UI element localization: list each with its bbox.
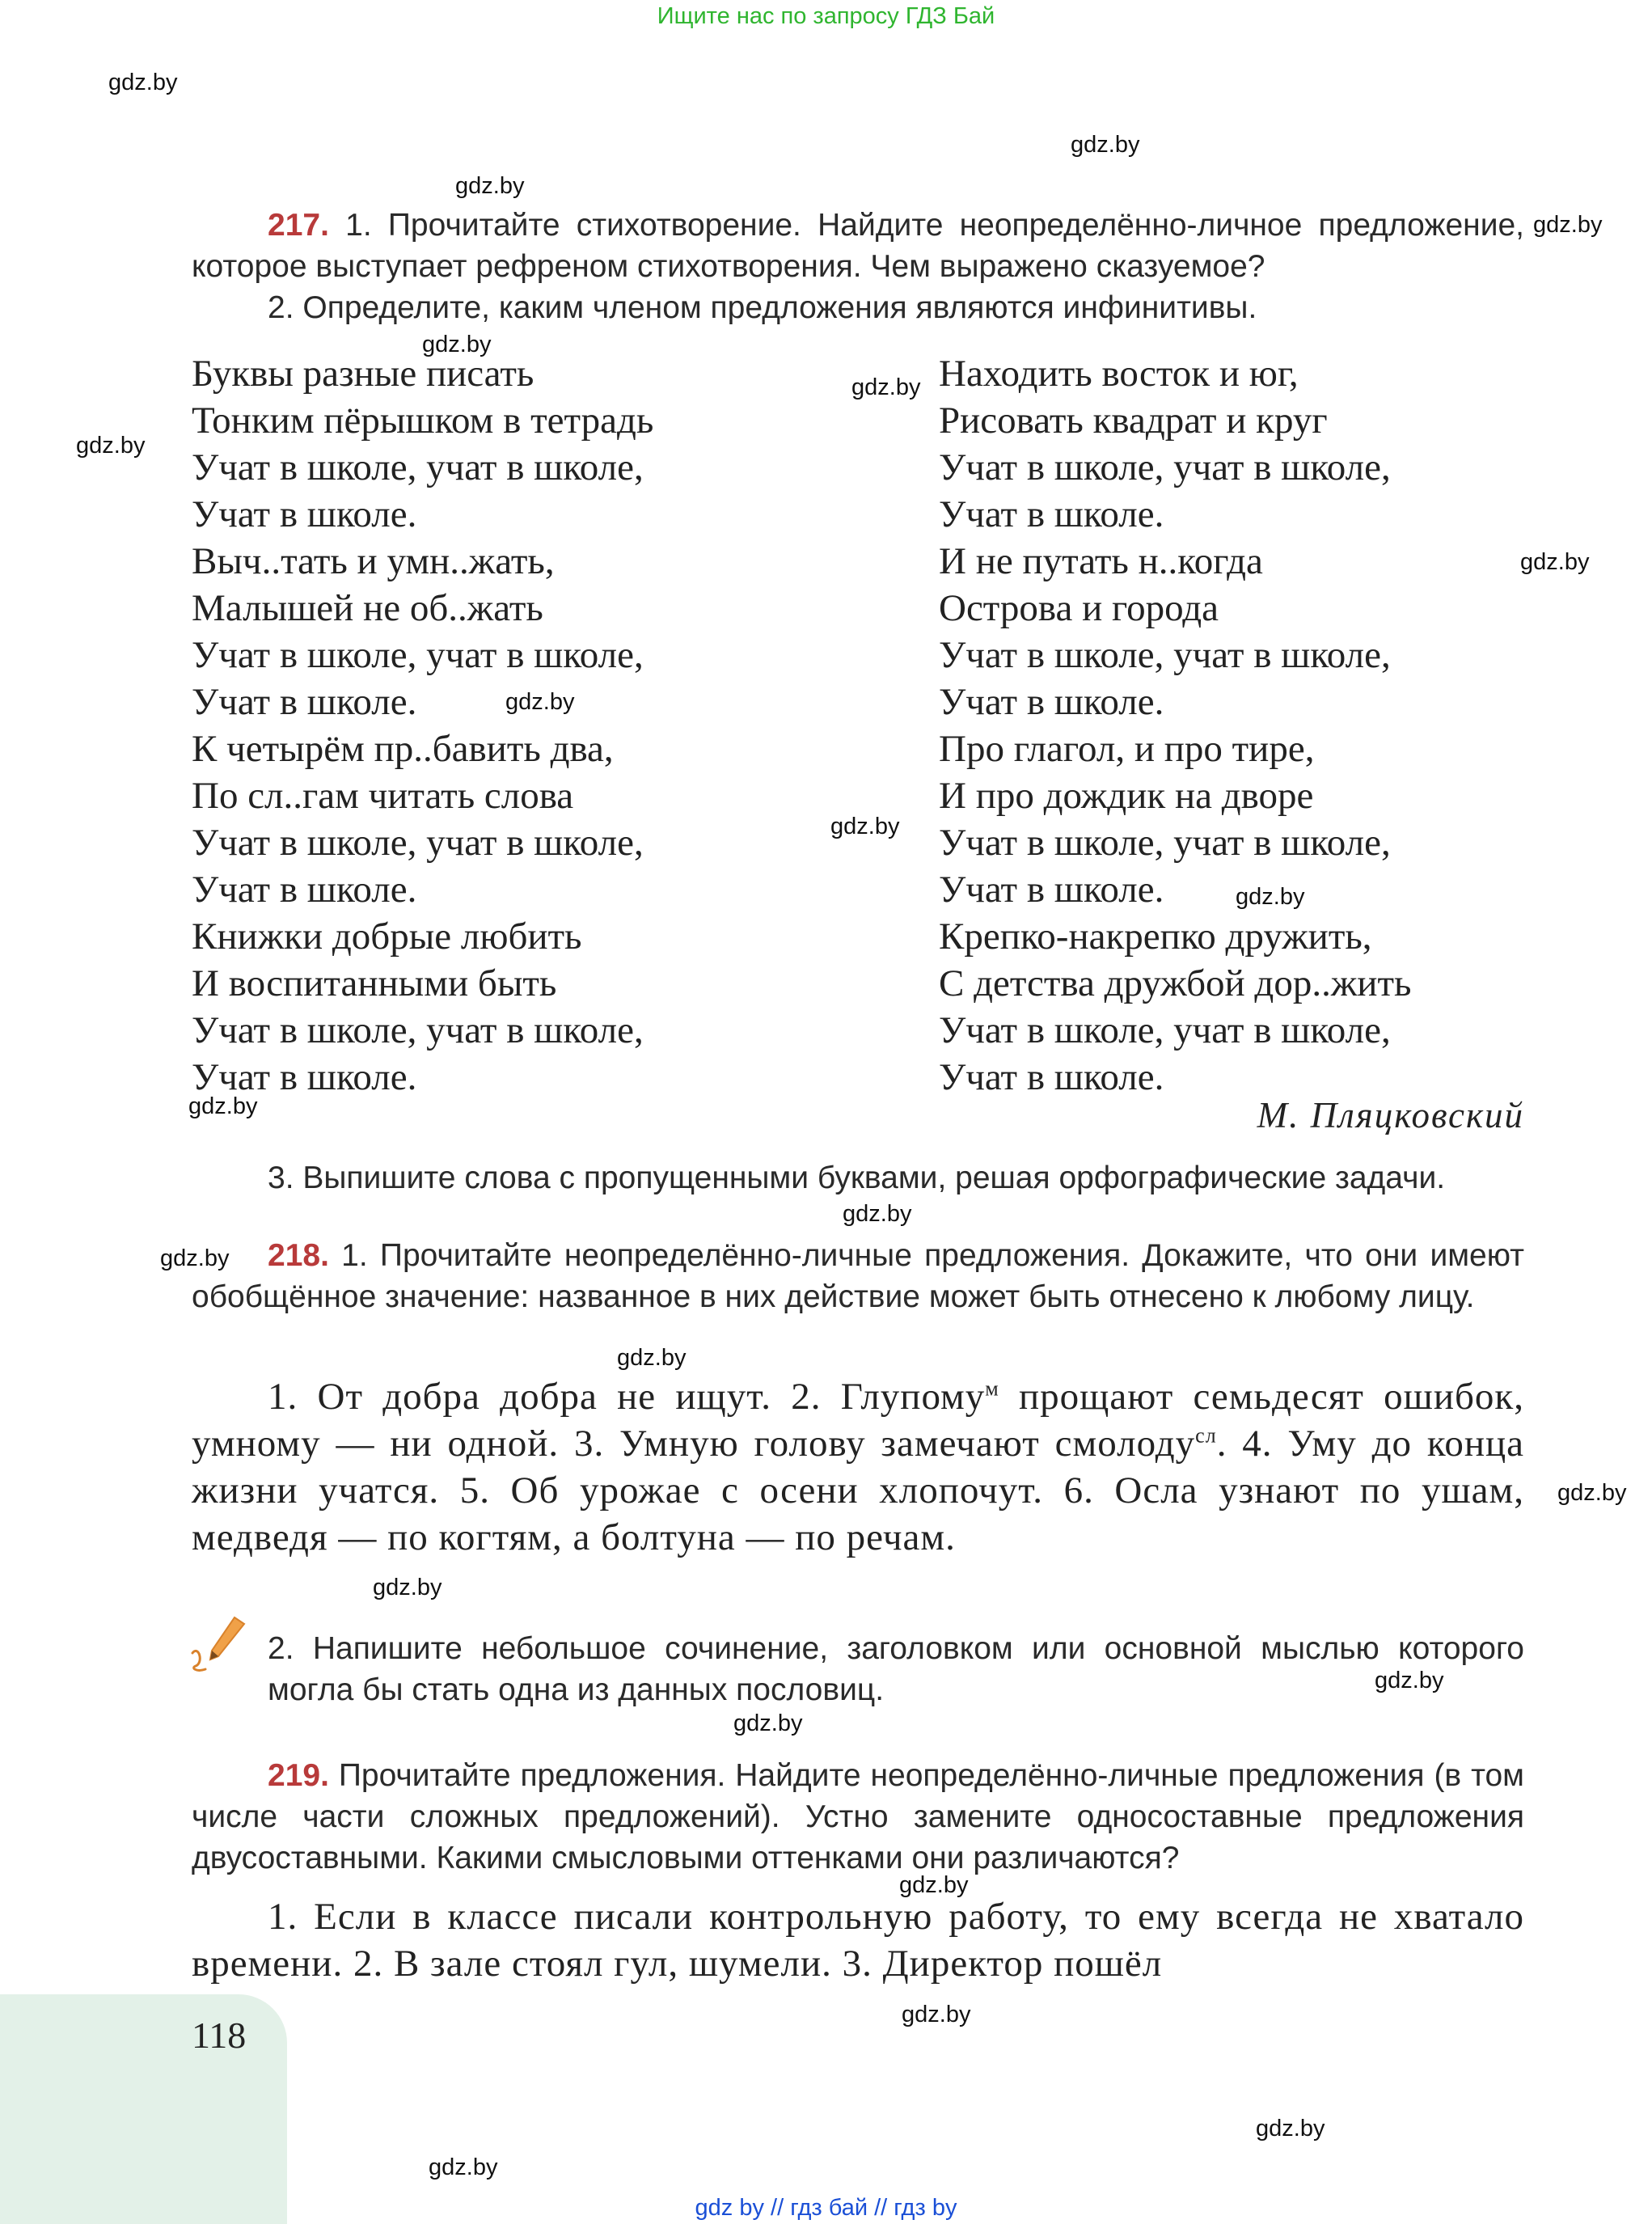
poem-line: Крепко-накрепко дружить, [939,915,1372,958]
poem-line: Буквы разные писать [192,353,534,395]
sentence-text: 1. Если в классе писали контрольную работу, то ему всегда не хватало времени. 2. В зале стоял гул, шумели. 3. Директор пошёл [192,1896,1524,1985]
proverb-text: прощают семьдесят ошибок, умному — ни одной. 3. Умную голову замечают смолоду [192,1376,1525,1465]
pen-writing-icon [188,1613,252,1677]
poem-line: Учат в школе, учат в школе, [939,822,1391,864]
superscript-mark: м [985,1376,999,1401]
poem-line: И про дождик на дворе [939,775,1314,817]
task-text: Прочитайте предложения. Найдите неопределённо-личные предложения (в том числе части сложных предложений). Устно замените односоставные предложения двусоставными. Какими смысловыми оттенками они различаются? [192,1758,1524,1875]
watermark: gdz.by [76,433,146,459]
task-218-instruction-1 [192,1235,1524,1317]
poem-line: Учат в школе, учат в школе, [192,1009,644,1051]
watermark: gdz.by [830,814,900,839]
poem-line: Учат в школе, учат в школе, [192,446,644,488]
poem-line: Учат в школе, учат в школе, [939,446,1391,488]
task-219-sentences [192,1893,1524,1987]
poem-line: Учат в школе. [192,681,417,723]
watermark: gdz.by [902,2002,971,2027]
watermark: gdz.by [188,1093,258,1119]
watermark: gdz.by [373,1575,442,1600]
watermark: gdz.by [851,374,921,400]
poem-line: Учат в школе. [939,869,1164,911]
poem-line: Малышей не об..жать [192,587,543,629]
poem-line: Книжки добрые любить [192,915,582,958]
poem-line: Учат в школе. [939,493,1164,535]
task-text: 1. Прочитайте стихотворение. Найдите неопределённо-личное предложение, которое выступает рефреном стихотворения. Чем выражено сказуемое? [192,208,1524,284]
page-number: 118 [192,2015,247,2056]
top-banner: Ищите нас по запросу ГДЗ Бай [657,3,995,29]
task-number: 217. [268,208,329,243]
watermark: gdz.by [617,1345,687,1371]
poem-line: Находить восток и юг, [939,353,1299,395]
poem-line: Учат в школе, учат в школе, [192,634,644,676]
watermark: gdz.by [160,1245,230,1271]
task-number: 218. [268,1238,329,1273]
proverb-text: 1. От добра добра не ищут. 2. Глупому [268,1376,986,1418]
watermark: gdz.by [1520,549,1590,575]
poem-line: Тонким пёрышком в тетрадь [192,400,654,442]
watermark: gdz.by [1256,2116,1325,2142]
poem-author: М. Пляцковский [1257,1095,1524,1135]
watermark: gdz.by [899,1872,969,1898]
task-number: 219. [268,1758,329,1793]
poem-line: Выч..тать и умн..жать, [192,540,555,582]
poem-line: Учат в школе, учат в школе, [939,1009,1391,1051]
task-text: 2. Определите, каким членом предложения являются инфинитивы. [268,290,1257,325]
watermark: gdz.by [429,2154,498,2180]
task-text: 3. Выпишите слова с пропущенными буквами, решая орфографические задачи. [268,1161,1446,1195]
watermark: gdz.by [455,173,525,199]
poem-line: Учат в школе. [192,869,417,911]
proverb-text: . 4. Уму до конца жизни учатся. 5. Об урожае с осени хлопочут. 6. Осла узнают по ушам, медведя — по когтям, а болтуна — по речам. [192,1423,1525,1558]
poem-line: С детства дружбой дор..жить [939,962,1412,1004]
watermark: gdz.by [733,1710,803,1736]
watermark: gdz.by [1071,132,1140,158]
task-text: 2. Напишите небольшое сочинение, заголовком или основной мыслью которого могла бы стать одна из данных пословиц. [268,1631,1524,1707]
poem-line: Острова и города [939,587,1219,629]
poem-left-column [192,350,653,1101]
proverbs-block [192,1373,1524,1561]
superscript-mark: сл [1195,1423,1217,1448]
watermark: gdz.by [505,689,575,715]
poem-line: И воспитанными быть [192,962,557,1004]
poem-line: Учат в школе. [939,681,1164,723]
poem-line: Рисовать квадрат и круг [939,400,1328,442]
poem-line: Учат в школе, учат в школе, [939,634,1391,676]
poem-line: Учат в школе, учат в школе, [192,822,644,864]
footer-links: gdz by // гдз бай // гдз by [695,2195,957,2221]
poem-line: К четырём пр..бавить два, [192,728,614,770]
watermark: gdz.by [1557,1480,1627,1506]
watermark: gdz.by [422,332,492,357]
poem-line: Учат в школе. [192,493,417,535]
poem-line: И не путать н..когда [939,540,1263,582]
task-text: 1. Прочитайте неопределённо-личные предложения. Докажите, что они имеют обобщённое значение: названное в них действие может быть отнесено к любому лицу. [192,1238,1524,1314]
watermark: gdz.by [1533,212,1603,238]
poem-line: Учат в школе. [939,1056,1164,1098]
poem-line: Про глагол, и про тире, [939,728,1315,770]
task-217-instruction-2 [192,287,1524,328]
task-217-instruction-3 [268,1157,1524,1199]
task-219-instruction [192,1755,1524,1879]
watermark: gdz.by [1375,1668,1444,1693]
task-218-instruction-2 [268,1628,1524,1710]
watermark: gdz.by [843,1201,912,1227]
watermark: gdz.by [108,70,178,95]
task-217-instruction-1 [192,205,1524,287]
poem-right-column [939,350,1411,1101]
poem-line: По сл..гам читать слова [192,775,574,817]
watermark: gdz.by [1236,884,1305,910]
poem-line: Учат в школе. [192,1056,417,1098]
